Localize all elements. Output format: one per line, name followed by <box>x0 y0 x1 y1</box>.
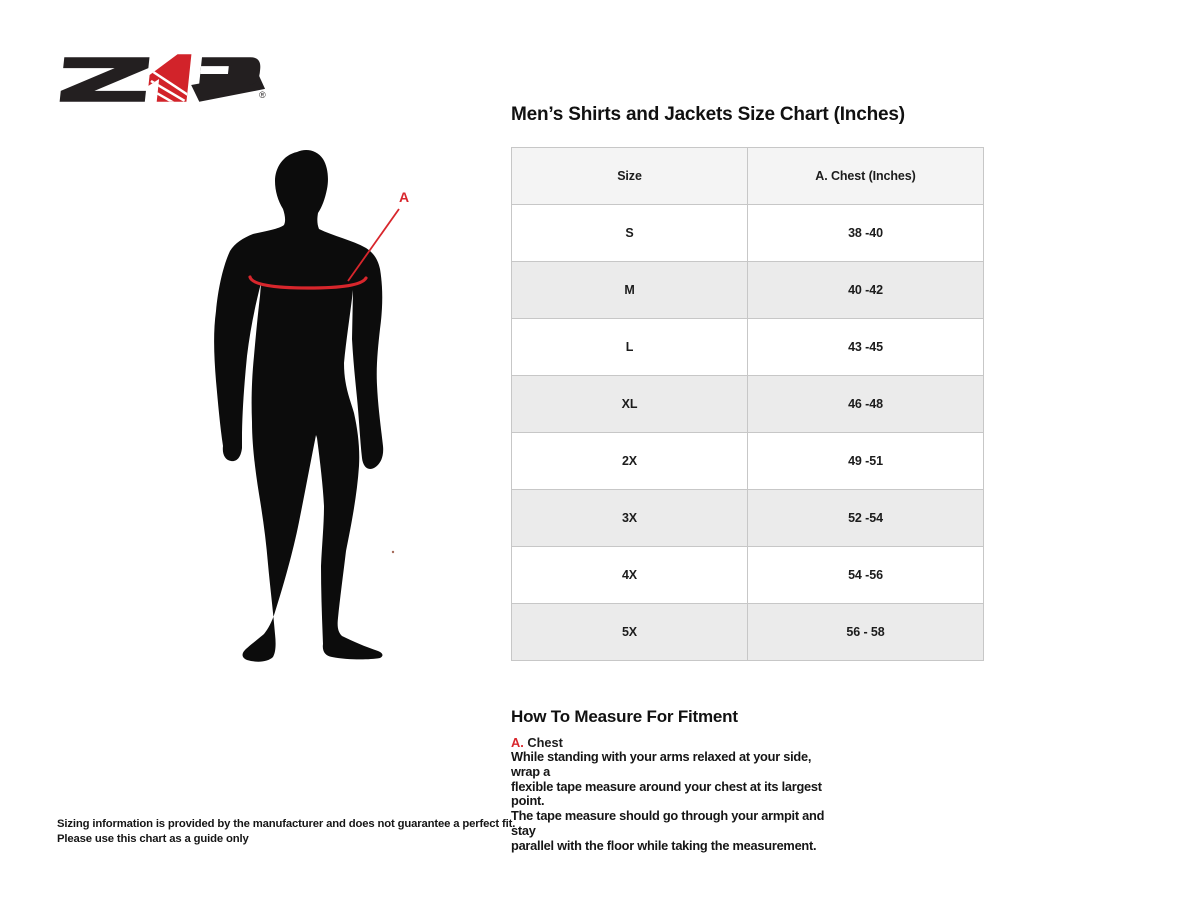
size-chart-table-wrap <box>511 147 984 661</box>
chest-cell: 43 -45 <box>748 319 984 376</box>
size-cell: S <box>512 205 748 262</box>
chest-cell: 49 -51 <box>748 433 984 490</box>
size-chart-table <box>511 147 984 661</box>
measure-item-key: A. <box>511 735 524 750</box>
size-cell: 2X <box>512 433 748 490</box>
size-cell: 3X <box>512 490 748 547</box>
disclaimer <box>57 817 515 846</box>
column-header-size: Size <box>512 148 748 205</box>
chest-cell: 38 -40 <box>748 205 984 262</box>
chest-cell: 46 -48 <box>748 376 984 433</box>
chest-cell: 40 -42 <box>748 262 984 319</box>
measure-item-title <box>511 735 563 750</box>
measure-item-name: Chest <box>527 735 563 750</box>
table-row <box>512 376 984 433</box>
table-row <box>512 490 984 547</box>
size-cell: M <box>512 262 748 319</box>
table-row <box>512 433 984 490</box>
size-chart-title: Men’s Shirts and Jackets Size Chart (Inches) <box>511 104 905 125</box>
svg-text:®: ® <box>259 89 266 100</box>
measure-instructions <box>511 750 841 854</box>
male-silhouette-icon <box>214 150 383 662</box>
table-row <box>512 262 984 319</box>
male-silhouette-figure <box>180 140 460 680</box>
disclaimer-line: Sizing information is provided by the manufacturer and does not guarantee a perfect fit. <box>57 818 516 830</box>
size-cell: XL <box>512 376 748 433</box>
table-body <box>512 205 984 661</box>
size-cell: L <box>512 319 748 376</box>
disclaimer-line: Please use this chart as a guide only <box>57 832 249 845</box>
size-cell: 5X <box>512 604 748 661</box>
table-header-row <box>512 148 984 205</box>
table-row <box>512 205 984 262</box>
size-cell: 4X <box>512 547 748 604</box>
measure-instruction-line: The tape measure should go through your armpit and stay <box>511 808 825 838</box>
chest-cell: 52 -54 <box>748 490 984 547</box>
measure-instruction-line: While standing with your arms relaxed at your side, wrap a <box>511 749 812 779</box>
chest-cell: 56 - 58 <box>748 604 984 661</box>
table-row <box>512 604 984 661</box>
column-header-chest: A. Chest (Inches) <box>748 148 984 205</box>
measure-instruction-line: parallel with the floor while taking the measurement. <box>511 837 817 853</box>
z1r-logo-icon <box>58 50 268 108</box>
z1r-logo <box>58 50 268 108</box>
table-row <box>512 319 984 376</box>
measure-instruction-line: flexible tape measure around your chest at its largest point. <box>511 778 822 809</box>
chest-cell: 54 -56 <box>748 547 984 604</box>
table-row <box>512 547 984 604</box>
chest-label-a: A <box>398 189 410 205</box>
measure-section-heading: How To Measure For Fitment <box>511 707 738 726</box>
speck-artifact <box>392 551 394 553</box>
